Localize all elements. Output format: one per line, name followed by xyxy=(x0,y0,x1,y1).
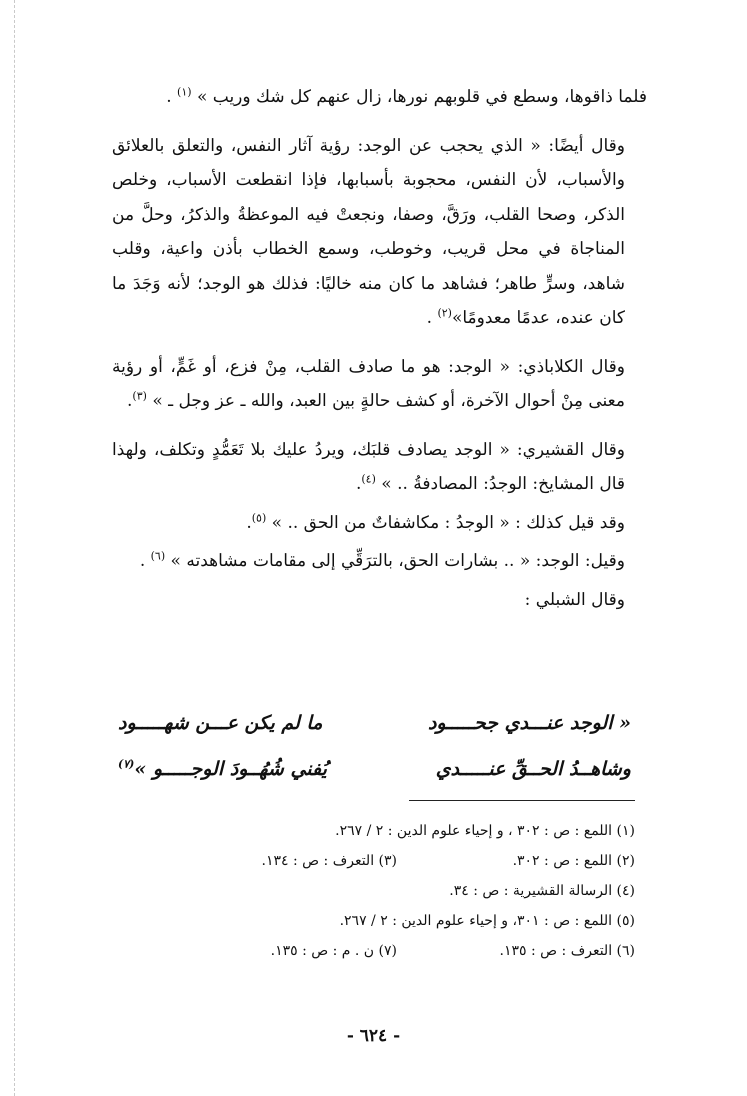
footnote: (٦) التعرف : ص : ١٣٥. xyxy=(499,943,635,959)
verse-first-hemistich: وشاهــدُ الحــقِّ عنـــــدي xyxy=(435,758,631,780)
paragraph-tail: . xyxy=(127,391,133,411)
paragraph-tail: . xyxy=(166,87,178,107)
paragraph-7 xyxy=(112,583,647,618)
paragraph-tail: . xyxy=(355,474,362,494)
footnote-row xyxy=(118,906,635,936)
verse-text: يُفني شُهُــودَ الوجـــــو » xyxy=(134,758,327,780)
paragraph-text: وقال الشبلي : xyxy=(524,589,625,610)
footnote-row xyxy=(118,846,635,876)
main-text xyxy=(112,80,647,617)
footnote-separator xyxy=(409,800,635,801)
footnote: (٣) التعرف : ص : ١٣٤. xyxy=(261,853,397,869)
footnote-ref: (٧) xyxy=(118,757,135,771)
footnote-ref: (٣) xyxy=(132,389,147,403)
footnote-ref: (٥) xyxy=(251,510,267,524)
paragraph-1 xyxy=(112,80,647,115)
paragraph-6 xyxy=(112,544,647,579)
footnote: (١) اللمع : ص : ٣٠٢ ، و إحياء علوم الدين : ٢ / ٢٦٧. xyxy=(335,823,635,839)
footnote: (٥) اللمع : ص : ٣٠١، و إحياء علوم الدين : ٢ / ٢٦٧. xyxy=(339,913,635,929)
footnote-row xyxy=(118,816,635,846)
paragraph-text: فلما ذاقوها، وسطع في قلوبهم نورها، زال عنهم كل شك وريب » xyxy=(191,87,647,107)
footnote: (٢) اللمع : ص : ٣٠٢. xyxy=(512,853,635,869)
paragraph-text: وقيل: الوجد: « .. بشارات الحق، بالترَقِّي إلى مقامات مشاهدته » xyxy=(165,551,625,571)
footnote-ref: (٢) xyxy=(437,306,452,320)
paragraph-4 xyxy=(112,433,647,502)
verse-second-hemistich xyxy=(118,758,327,780)
paragraph-text: وقال الكلاباذي: « الوجد: هو ما صادف القلب، مِنْ فزع، أو غَمٍّ، أو رؤية معنى مِنْ أحوال الآخرة، أو كشف حالةٍ بين العبد، والله ـ عز وجل ـ » xyxy=(112,356,625,411)
poem-verse-1 xyxy=(118,712,631,734)
footnote-row xyxy=(118,936,635,966)
footnote-ref: (١) xyxy=(177,85,192,99)
footnote: (٤) الرسالة القشيرية : ص : ٣٤. xyxy=(449,883,635,899)
paragraph-tail: . xyxy=(426,308,438,328)
paragraph-5 xyxy=(112,506,647,541)
verse-first-hemistich: « الوجد عنـــدي جحـــــود xyxy=(427,712,631,734)
paragraph-text: وقال القشيري: « الوجد يصادف قلبَك، ويردُ عليك بلا تَعَمُّدٍ وتكلف، ولهذا قال المشايخ: الوجدُ: المصادفةُ .. » xyxy=(112,439,625,494)
paragraph-tail: . xyxy=(246,512,252,533)
footnotes xyxy=(118,816,635,966)
page-number: - ٦٢٤ - xyxy=(346,1026,401,1046)
paragraph-2 xyxy=(112,129,647,336)
paragraph-tail: . xyxy=(139,551,151,571)
poem-verse-2 xyxy=(118,758,631,780)
paragraph-3 xyxy=(112,350,647,419)
footnote: (٧) ن . م : ص : ١٣٥. xyxy=(270,943,397,959)
paragraph-text: وقال أيضًا: « الذي يحجب عن الوجد: رؤية آثار النفس، والتعلق بالعلائق والأسباب، لأن النفس، محجوبة بأسبابها، فإذا انقطعت الأسباب، وخلص الذكر، وصحا القلب، ورَقَّ، وصفا، ونجعتْ فيه الموعظةُ والذكرُ، وحلَّ من المناجاة في محل قريب، وخوطب، وسمع الخطاب بأذن واعية، وقلب شاهد، وسرٍّ طاهر؛ فشاهد ما كان منه خاليًا: فذلك هو الوجد؛ لأنه وَجَدَ ما كان عنده، عدمًا معدومًا» xyxy=(112,135,625,328)
footnote-ref: (٦) xyxy=(150,549,166,563)
paragraph-text: وقد قيل كذلك : « الوجدُ : مكاشفاتٌ من الحق .. » xyxy=(266,512,625,533)
verse-second-hemistich: ما لم يكن عـــن شهـــــود xyxy=(118,712,323,734)
scan-edge-line xyxy=(14,0,15,1096)
footnote-ref: (٤) xyxy=(361,472,376,486)
footnote-row xyxy=(118,876,635,906)
